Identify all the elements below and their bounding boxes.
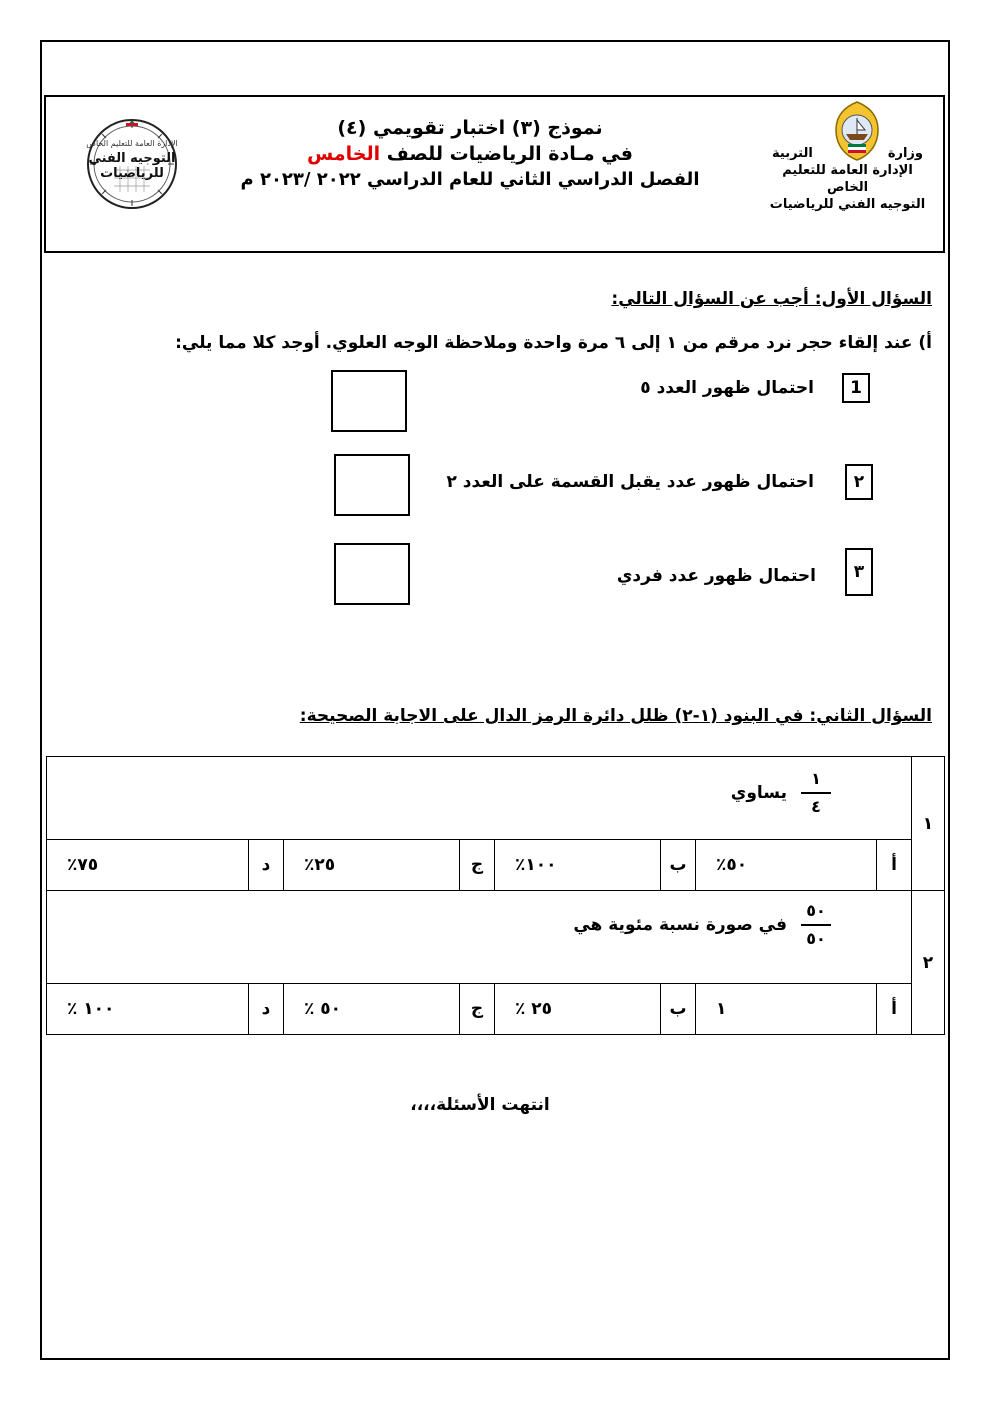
- ministry-word2: التربية: [772, 146, 813, 161]
- choice-letter[interactable]: ب: [661, 984, 696, 1035]
- choice-value[interactable]: ١٠٠ ٪: [47, 984, 249, 1035]
- q2-item-1-stem-text: يساوي: [730, 783, 787, 803]
- exam-subject: [200, 141, 740, 167]
- choice-letter[interactable]: ج: [460, 840, 495, 891]
- q2-item-2-stem-text: في صورة نسبة مئوية هي: [573, 915, 787, 935]
- choice-letter[interactable]: أ: [877, 984, 912, 1035]
- q2-item-1-fraction: [801, 769, 831, 817]
- q2-table: [46, 756, 945, 1035]
- q1-intro: أ) عند إلقاء حجر نرد مرقم من ١ إلى ٦ مرة واحدة وملاحظة الوجه العلوي. أوجد كلا مما يلي:: [175, 333, 932, 353]
- fraction-numerator: ٥٠: [806, 901, 826, 920]
- fraction-bar: [801, 792, 831, 794]
- q1-item-1-answer-box[interactable]: [331, 370, 407, 432]
- q1-item-2-answer-box[interactable]: [334, 454, 410, 516]
- q2-item-2-fraction: [801, 901, 831, 949]
- q1-item-1-number: 1: [842, 373, 870, 403]
- q2-item-1-number: ١: [912, 757, 945, 891]
- q1-heading: السؤال الأول: أجب عن السؤال التالي:: [611, 289, 932, 309]
- q2-item-2-number: ٢: [912, 891, 945, 1035]
- q1-item-3-number: ٣: [845, 548, 873, 596]
- q1-item-2-text: احتمال ظهور عدد يقبل القسمة على العدد ٢: [446, 472, 814, 492]
- q1-item-3-text: احتمال ظهور عدد فردي: [616, 566, 816, 586]
- table-row: [47, 757, 945, 840]
- exam-title: نموذج (٣) اختبار تقويمي (٤): [337, 117, 603, 139]
- q2-item-1-stem: [731, 769, 831, 817]
- table-row: [47, 891, 945, 984]
- dept-name: الإدارة العامة للتعليم الخاص: [782, 163, 913, 195]
- fraction-bar: [801, 924, 831, 926]
- exam-term: الفصل الدراسي الثاني للعام الدراسي ٢٠٢٢ /٢٠٢٣ م: [240, 169, 700, 190]
- choice-value[interactable]: ٥٠ ٪: [284, 984, 460, 1035]
- logo-caption-small: الإدارة العامة للتعليم الخاص: [86, 139, 178, 148]
- choice-value[interactable]: ٢٥٪: [284, 840, 460, 891]
- q2-item-1-stem-cell: [47, 757, 912, 840]
- q2-heading: السؤال الثاني: في البنود (١-٢) ظلل دائرة الرمز الدال على الاجابة الصحيحة:: [299, 706, 932, 726]
- choice-value[interactable]: ١٠٠٪: [495, 840, 661, 891]
- choice-letter[interactable]: ب: [661, 840, 696, 891]
- choice-letter[interactable]: أ: [877, 840, 912, 891]
- choice-letter[interactable]: د: [249, 840, 284, 891]
- subject-prefix: في مـادة الرياضيات للصف: [386, 143, 633, 165]
- ending-text: انتهت الأسئلة،،،،: [410, 1095, 550, 1115]
- q1-item-2-number: ٢: [845, 464, 873, 500]
- title-block: [200, 115, 740, 193]
- ministry-block: [760, 145, 935, 213]
- guidance-name: التوجيه الفني للرياضيات: [769, 197, 926, 212]
- choice-letter[interactable]: ج: [460, 984, 495, 1035]
- fraction-numerator: ١: [811, 769, 821, 788]
- choice-letter[interactable]: د: [249, 984, 284, 1035]
- choice-value[interactable]: ٧٥٪: [47, 840, 249, 891]
- table-row: [47, 984, 945, 1035]
- grade-label: الخامس: [307, 143, 381, 165]
- ministry-word1: وزارة: [887, 146, 923, 161]
- choice-value[interactable]: ٥٠٪: [696, 840, 877, 891]
- choice-value[interactable]: ٢٥ ٪: [495, 984, 661, 1035]
- q2-item-2-stem-cell: [47, 891, 912, 984]
- logo-caption-main: التوجيه الفني للرياضيات: [88, 151, 176, 181]
- q1-item-3-answer-box[interactable]: [334, 543, 410, 605]
- q1-item-1-text: احتمال ظهور العدد ٥: [640, 378, 814, 398]
- q2-item-2-stem: [573, 901, 831, 949]
- table-row: [47, 840, 945, 891]
- choice-value[interactable]: ١: [696, 984, 877, 1035]
- fraction-denominator: ٥٠: [806, 929, 826, 948]
- fraction-denominator: ٤: [811, 797, 821, 816]
